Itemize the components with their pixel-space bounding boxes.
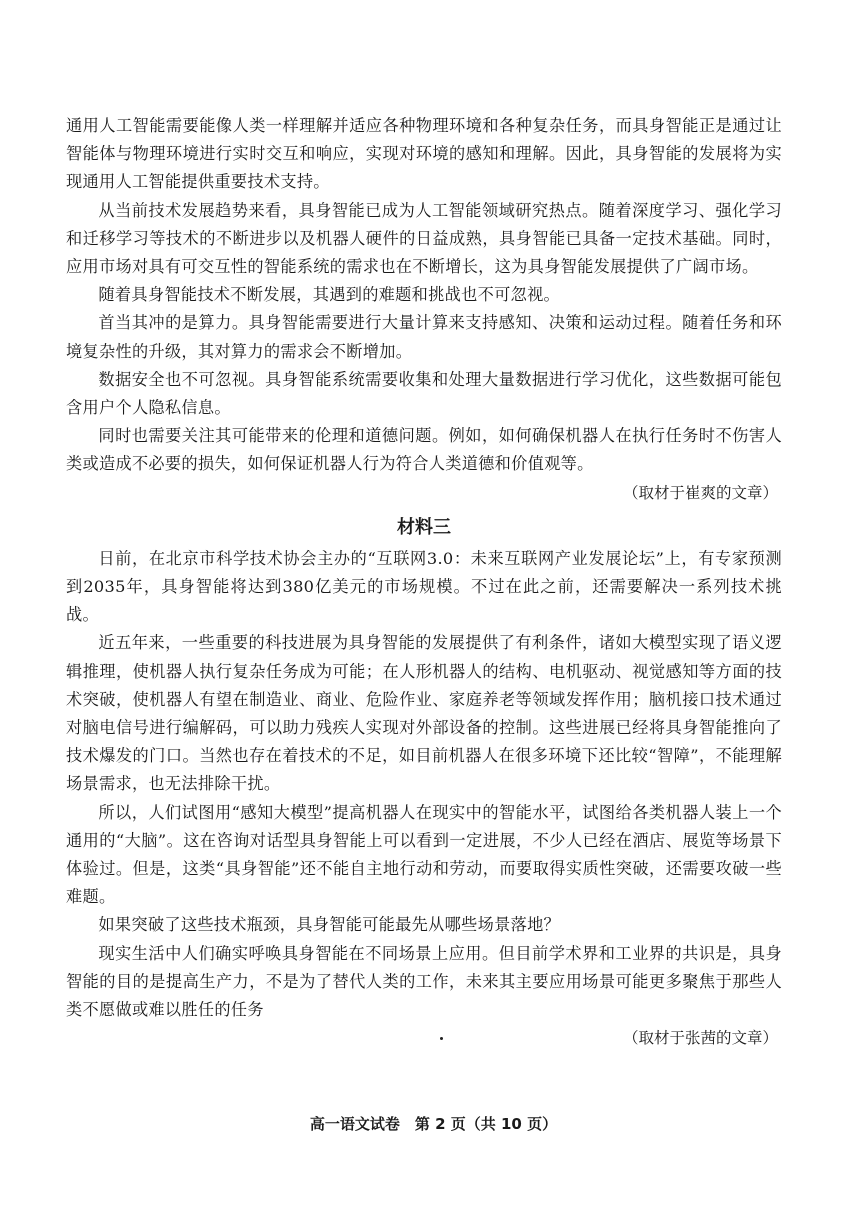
paragraph: 数据安全也不可忽视。具身智能系统需要收集和处理大量数据进行学习优化，这些数据可能包含用户个人隐私信息。 (66, 369, 782, 418)
source-citation: （取材于张茜的文章） (622, 1029, 778, 1048)
paragraph: 如果突破了这些技术瓶颈，具身智能可能最先从哪些场景落地？ (98, 915, 561, 935)
page-content (66, 112, 782, 1053)
source-row (66, 1024, 782, 1052)
paragraph: 通用人工智能需要能像人类一样理解并适应各种物理环境和各种复杂任务，而具身智能正是通过让智能体与物理环境进行实时交互和响应，实现对环境的感知和理解。因此，具身智能的发展将为实现通用人工智能提供重要技术支持。 (66, 116, 782, 192)
source-citation: （取材于崔爽的文章） (622, 483, 778, 502)
paragraph: 近五年来，一些重要的科技进展为具身智能的发展提供了有利条件，诸如大模型实现了语义逻辑推理，使机器人执行复杂任务成为可能；在人形机器人的结构、电机驱动、视觉感知等方面的技术突破，使机器人有望在制造业、商业、危险作业、家庭养老等领域发挥作用；脑机接口技术通过对脑电信号进行编解码，可以助力残疾人实现对外部设备的控制。这些进展已经将具身智能推向了技术爆发的门口。当然也存在着技术的不足，如目前机器人在很多环境下还比较“智障”，不能理解场景需求，也无法排除干扰。 (66, 633, 782, 794)
paragraph: 日前，在北京市科学技术协会主办的“互联网3.0：未来互联网产业发展论坛”上，有专家预测到2035年，具身智能将达到380亿美元的市场规模。不过在此之前，还需要解决一系列技术挑战。 (66, 548, 782, 625)
paragraph: 首当其冲的是算力。具身智能需要进行大量计算来支持感知、决策和运动过程。随着任务和环境复杂性的升级，其对算力的需求会不断增加。 (66, 313, 782, 361)
material-three-body (66, 545, 782, 1053)
page-footer: 高一语文试卷 第 2 页（共 10 页） (309, 1115, 558, 1133)
paragraph: 所以，人们试图用“感知大模型”提高机器人在现实中的智能水平，试图给各类机器人装上一个通用的“大脑”。这在咨询对话型具身智能上可以看到一定进展，不少人已经在酒店、展览等场景下体验过。但是，这类“具身智能”还不能自主地行动和劳动，而要取得实质性突破，还需要攻破一些难题。 (66, 802, 782, 907)
paragraph: 随着具身智能技术不断发展，其遇到的难题和挑战也不可忽视。 (98, 285, 561, 305)
material-two-body (66, 112, 782, 507)
paragraph: 从当前技术发展趋势来看，具身智能已成为人工智能领域研究热点。随着深度学习、强化学习和迁移学习等技术的不断进步以及机器人硬件的日益成熟，具身智能已具备一定技术基础。同时，应用市场对具有可交互性的智能系统的需求也在不断增长，这为具身智能发展提供了广阔市场。 (66, 200, 782, 277)
paragraph: 同时也需要关注其可能带来的伦理和道德问题。例如，如何确保机器人在执行任务时不伤害人类或造成不必要的损失，如何保证机器人行为符合人类道德和价值观等。 (66, 426, 782, 474)
paragraph: 现实生活中人们确实呼唤具身智能在不同场景上应用。但目前学术界和工业界的共识是，具身智能的目的是提高生产力，不是为了替代人类的工作，未来其主要应用场景可能更多聚焦于那些人类不愿做或难以胜任的任务 (66, 943, 782, 1020)
section-title: 材料三 (397, 516, 451, 538)
stray-dot-mark (440, 1037, 443, 1040)
